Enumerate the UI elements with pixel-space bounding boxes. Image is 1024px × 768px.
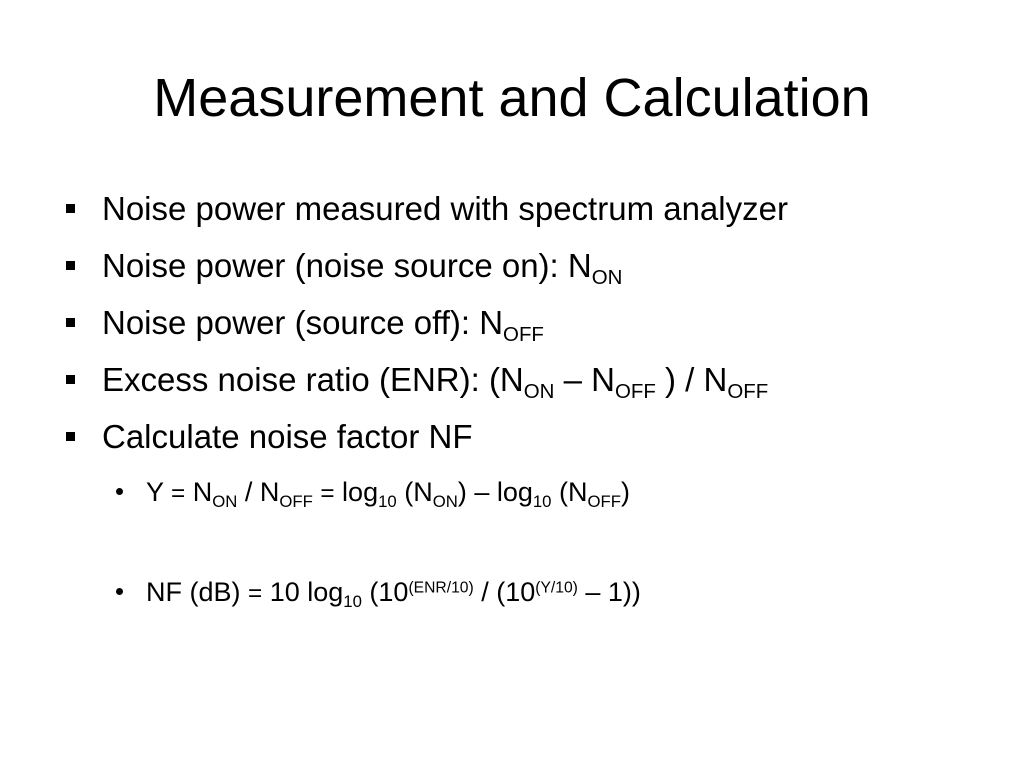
subscript: OFF bbox=[279, 491, 313, 511]
subscript: ON bbox=[432, 491, 458, 511]
formula-text: 10 log bbox=[262, 577, 344, 607]
subscript: ON bbox=[523, 380, 555, 404]
subscript: OFF bbox=[727, 380, 769, 404]
bullet-item bbox=[102, 189, 788, 229]
subbullet-item bbox=[146, 575, 641, 611]
slide-title: Measurement and Calculation bbox=[153, 68, 871, 128]
dot-bullet-icon bbox=[116, 488, 123, 495]
square-bullet-icon bbox=[66, 261, 75, 270]
bullet-item bbox=[102, 417, 473, 457]
formula-text: / (10 bbox=[473, 577, 536, 607]
bullet-item bbox=[102, 303, 544, 347]
bullet-text: Excess noise ratio (ENR): (N bbox=[102, 361, 524, 398]
bullet-text: Noise power (noise source on): N bbox=[102, 247, 592, 284]
bullet-item bbox=[102, 246, 623, 290]
bullet-text: Calculate noise factor NF bbox=[102, 418, 473, 455]
superscript: (Y/10) bbox=[535, 579, 578, 597]
dot-bullet-icon bbox=[116, 588, 123, 595]
subscript: 10 bbox=[343, 591, 362, 611]
formula-text: ) – log bbox=[457, 477, 533, 507]
subscript: 10 bbox=[532, 491, 552, 511]
subscript: OFF bbox=[587, 491, 621, 511]
formula-text: – 1)) bbox=[577, 577, 641, 607]
superscript: (ENR/10) bbox=[408, 579, 474, 597]
formula-text: / N bbox=[237, 477, 280, 507]
bullet-item bbox=[102, 360, 769, 404]
equals-sign: = bbox=[248, 580, 263, 607]
subscript: ON bbox=[591, 266, 623, 290]
formula-text: ) bbox=[620, 477, 630, 507]
equals-sign: = bbox=[171, 480, 186, 507]
formula-text: (10 bbox=[361, 577, 409, 607]
formula-text: N bbox=[185, 477, 213, 507]
square-bullet-icon bbox=[66, 204, 75, 213]
bullet-text: Noise power (source off): N bbox=[102, 304, 504, 341]
subscript: OFF bbox=[614, 380, 656, 404]
subscript: OFF bbox=[503, 323, 544, 347]
subbullet-item bbox=[146, 475, 630, 511]
bullet-text: – N bbox=[554, 361, 615, 398]
formula-text: log bbox=[334, 477, 379, 507]
subscript: 10 bbox=[378, 491, 397, 511]
square-bullet-icon bbox=[66, 318, 75, 327]
formula-text: (N bbox=[396, 477, 433, 507]
formula-text: Y bbox=[146, 477, 172, 507]
bullet-text: ) / N bbox=[655, 361, 728, 398]
bullet-text: Noise power measured with spectrum analyzer bbox=[102, 190, 788, 227]
square-bullet-icon bbox=[66, 375, 75, 384]
formula-text: (N bbox=[551, 477, 588, 507]
formula-text: NF (dB) bbox=[146, 577, 249, 607]
equals-sign: = bbox=[320, 480, 335, 507]
square-bullet-icon bbox=[66, 432, 75, 441]
subscript: ON bbox=[212, 491, 238, 511]
